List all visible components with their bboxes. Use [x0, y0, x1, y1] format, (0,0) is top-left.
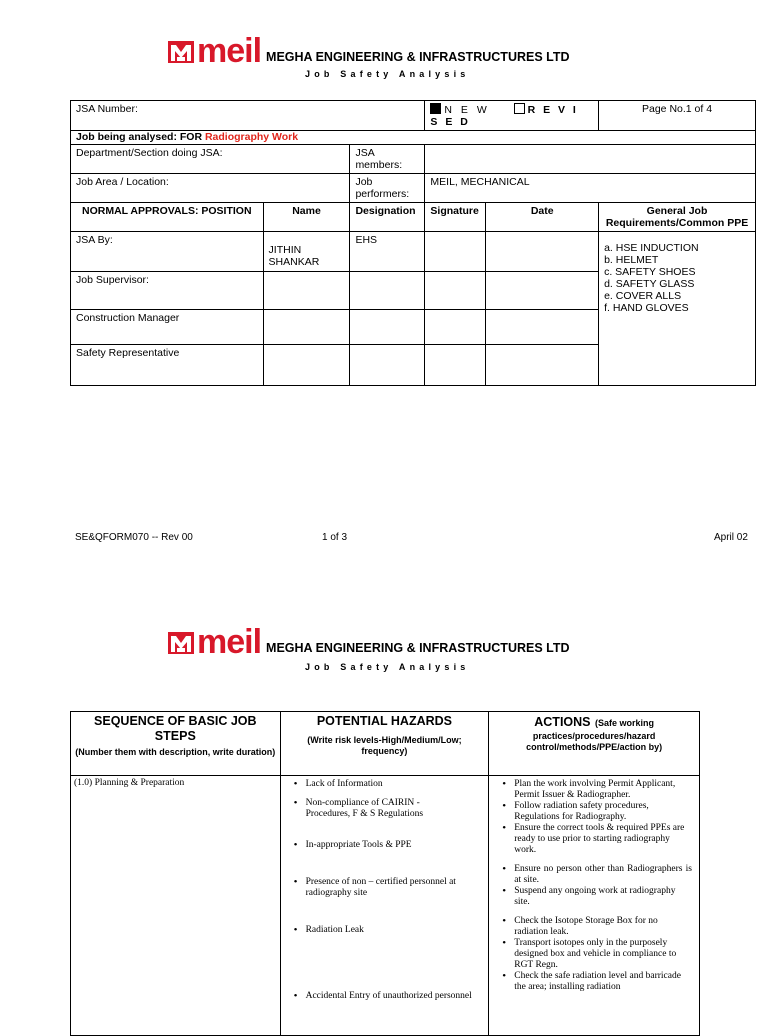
actions-title-note: (Safe working: [594, 718, 654, 728]
requirement-item: e. COVER ALLS: [604, 290, 682, 302]
footer-date: April 02: [714, 532, 748, 543]
page-number: Page No.1 of 4: [599, 101, 756, 131]
approval-name-line1: JITHIN: [268, 244, 302, 256]
requirement-item: f. HAND GLOVES: [604, 302, 689, 314]
col-name: Name: [263, 203, 350, 232]
steps-title: SEQUENCE OF BASIC JOB STEPS: [94, 714, 257, 743]
actions-title: ACTIONS: [534, 715, 591, 729]
action-item: • Ensure no person other than Radiographers is at site.: [514, 864, 692, 886]
approval-name[interactable]: [263, 272, 350, 310]
job-label: Job being analysed: FOR: [76, 131, 203, 143]
company-header: [168, 32, 570, 70]
approval-name: [263, 232, 350, 272]
col-date: Date: [486, 203, 599, 232]
approval-designation[interactable]: [350, 272, 425, 310]
approval-signature[interactable]: [425, 345, 486, 386]
page-count: 1 of 3: [322, 532, 348, 543]
approval-designation: EHS: [350, 232, 425, 272]
job-area-label: Job Area / Location:: [71, 174, 350, 203]
department-label: Department/Section doing JSA:: [71, 145, 350, 174]
hazard-item: • Accidental Entry of unauthorized personnel: [306, 991, 484, 1002]
approval-position: Construction Manager: [71, 310, 264, 345]
job-being-analysed: [71, 131, 756, 145]
action-item: • Ensure the correct tools & required PPEs are ready to use prior to starting radiography work.: [514, 823, 692, 856]
company-name: MEGHA ENGINEERING & INFRASTRUCTURES LTD: [266, 50, 570, 64]
action-item: • Transport isotopes only in the purposely designed box and vehicle in compliance to RGT Regn.: [514, 938, 692, 971]
approval-designation[interactable]: [350, 345, 425, 386]
approval-position: JSA By:: [71, 232, 264, 272]
revised-checkbox[interactable]: [514, 103, 525, 114]
steps-subtitle: (Number them with description, write duration): [75, 747, 276, 757]
approval-position: Safety Representative: [71, 345, 264, 386]
action-item: • Check the safe radiation level and barricade the area; installing radiation: [514, 971, 692, 993]
revised-label: R E V I S E D: [430, 104, 579, 128]
actions-subtitle: practices/procedures/hazard control/methods/PPE/action by): [526, 731, 663, 752]
new-checkbox[interactable]: [430, 103, 441, 114]
company-name: MEGHA ENGINEERING & INFRASTRUCTURES LTD: [266, 641, 570, 655]
approval-date[interactable]: [486, 232, 599, 272]
approval-name-line2: SHANKAR: [268, 256, 320, 268]
requirement-item: d. SAFETY GLASS: [604, 278, 695, 290]
requirements-list: [599, 232, 756, 386]
action-item: • Follow radiation safety procedures, Regulations for Radiography.: [514, 801, 692, 823]
hazards-cell: [280, 776, 489, 1036]
job-steps-table: [70, 711, 700, 1036]
steps-column-header: [71, 712, 281, 776]
approval-name[interactable]: [263, 345, 350, 386]
hazard-item: • Lack of Information: [306, 779, 484, 790]
hazards-column-header: [280, 712, 489, 776]
jsa-members-value[interactable]: [425, 145, 756, 174]
meil-logo-icon: [168, 39, 194, 65]
new-label: N E W: [444, 104, 490, 116]
approval-position: Job Supervisor:: [71, 272, 264, 310]
action-item: • Check the Isotope Storage Box for no radiation leak.: [514, 916, 692, 938]
requirement-item: c. SAFETY SHOES: [604, 266, 696, 278]
col-requirements: General Job Requirements/Common PPE: [599, 203, 756, 232]
col-position: NORMAL APPROVALS: POSITION: [71, 203, 264, 232]
col-signature: Signature: [425, 203, 486, 232]
document-subtitle: Job Safety Analysis: [305, 662, 470, 672]
company-header: [168, 623, 570, 661]
logo-text: meil: [197, 32, 262, 70]
approval-signature[interactable]: [425, 310, 486, 345]
approval-date[interactable]: [486, 272, 599, 310]
actions-column-header: [489, 712, 700, 776]
actions-cell: [489, 776, 700, 1036]
col-designation: Designation: [350, 203, 425, 232]
form-code: SE&QFORM070 -- Rev 00: [75, 532, 193, 543]
job-performers-value: MEIL, MECHANICAL: [425, 174, 756, 203]
actions-list: [490, 777, 698, 993]
job-performers-label: Job performers:: [350, 174, 425, 203]
jsa-members-label: JSA members:: [350, 145, 425, 174]
meil-logo-icon: [168, 630, 194, 656]
hazard-item: • Radiation Leak: [306, 925, 484, 936]
approval-date[interactable]: [486, 345, 599, 386]
approval-row: [71, 232, 756, 272]
logo-text: meil: [197, 623, 262, 661]
job-step: (1.0) Planning & Preparation: [71, 776, 281, 1036]
action-item: • Plan the work involving Permit Applicant, Permit Issuer & Radiographer.: [514, 779, 692, 801]
hazard-item: • Non-compliance of CAIRIN - Procedures, F & S Regulations: [306, 798, 484, 820]
approval-designation[interactable]: [350, 310, 425, 345]
action-item: • Suspend any ongoing work at radiography site.: [514, 886, 692, 908]
jsa-number-label: JSA Number:: [71, 101, 425, 131]
approval-signature[interactable]: [425, 232, 486, 272]
hazard-item: • In-appropriate Tools & PPE: [306, 840, 484, 851]
hazards-list: [282, 777, 488, 1002]
requirement-item: a. HSE INDUCTION: [604, 242, 699, 254]
hazard-item: • Presence of non – certified personnel at radiography site: [306, 877, 484, 899]
hazards-subtitle: (Write risk levels-High/Medium/Low; frequency): [307, 735, 462, 756]
approval-signature[interactable]: [425, 272, 486, 310]
jsa-form-table: [70, 100, 756, 386]
new-revised-options: [425, 101, 599, 131]
job-value: Radiography Work: [204, 131, 299, 143]
document-subtitle: Job Safety Analysis: [305, 69, 470, 79]
page-two: [0, 585, 768, 1024]
hazards-title: POTENTIAL HAZARDS: [316, 714, 452, 728]
approval-name[interactable]: [263, 310, 350, 345]
requirement-item: b. HELMET: [604, 254, 659, 266]
approval-date[interactable]: [486, 310, 599, 345]
